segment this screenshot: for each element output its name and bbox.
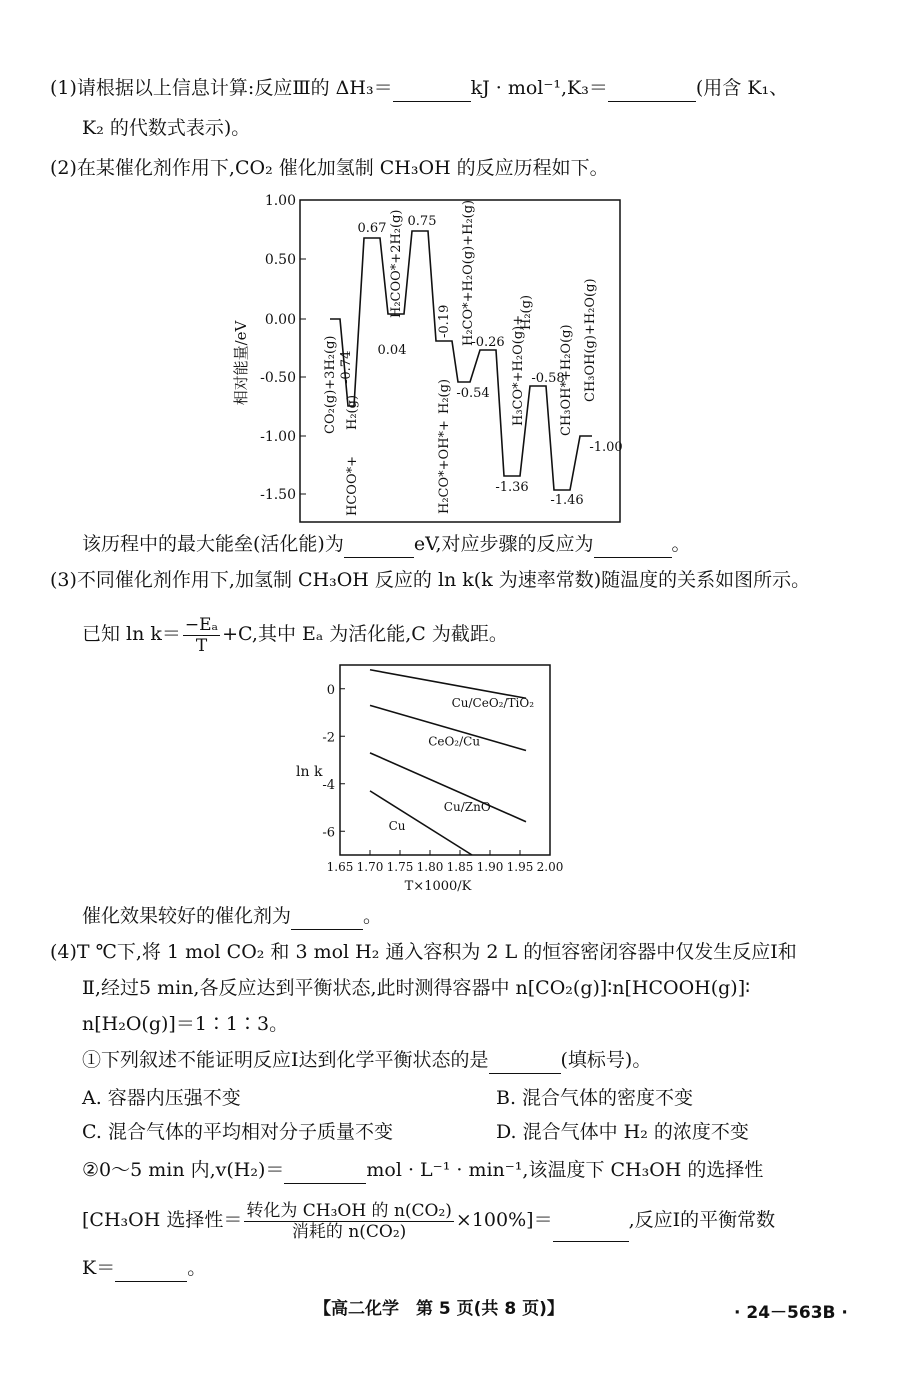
option-b[interactable]: B. 混合气体的密度不变 (496, 1087, 694, 1109)
q3-question-a: 催化效果较好的催化剂为 (82, 905, 292, 927)
x-tick-label: 2.00 (536, 860, 564, 874)
species-label-6: H₃CO*+H₂O(g)+ (511, 314, 526, 426)
ytick-label: -1.00 (260, 429, 296, 445)
q3-question-b: 。 (363, 905, 383, 927)
q4-line1: (4)T ℃下,将 1 mol CO₂ 和 3 mol H₂ 通入容积为 2 L 的恒容密闭容器中仅发生反应Ⅰ和 (50, 941, 797, 963)
species-label-6b: H₂(g) (519, 294, 534, 330)
q1-line2: K₂ 的代数式表示)。 (82, 117, 251, 139)
q4-line3: n[H₂O(g)]＝1∶1∶3。 (82, 1013, 289, 1035)
q1-text-b: kJ · mol⁻¹,K₃＝ (470, 77, 608, 99)
selectivity-text-c: ,反应Ⅰ的平衡常数 (628, 1209, 776, 1231)
answer-blank-k3[interactable] (608, 81, 696, 102)
value-label-0.67: 0.67 (357, 221, 387, 236)
species-label-4: H₂CO*+OH*+ (437, 420, 452, 514)
x-tick-label: 1.70 (356, 860, 384, 874)
option-d[interactable]: D. 混合气体中 H₂ 的浓度不变 (496, 1121, 749, 1143)
q4-sub1 (82, 1046, 651, 1074)
page-footer: 【高二化学 第 5 页(共 8 页)】 (314, 1299, 564, 1319)
x-tick-label: 1.65 (326, 860, 354, 874)
q2-question-c: 。 (671, 533, 691, 555)
q2-question-a: 该历程中的最大能垒(活化能)为 (82, 533, 344, 555)
ytick-label: -0.50 (260, 370, 296, 386)
exam-code: · 24－563B · (734, 1303, 848, 1323)
answer-blank-max-barrier[interactable] (344, 537, 414, 558)
selectivity-fraction (244, 1201, 454, 1242)
lnk-chart-ylabel: ln k (296, 764, 323, 780)
x-tick-label: 1.85 (446, 860, 474, 874)
y-tick-label: 0 (326, 682, 335, 698)
q2-question (82, 530, 691, 558)
answer-blank-selectivity[interactable] (553, 1221, 629, 1242)
q4-sub1-b: (填标号)。 (560, 1049, 652, 1071)
value-label-neg1.00: -1.00 (589, 440, 623, 455)
species-label-1: CO₂(g)+3H₂(g) (323, 335, 338, 434)
series-label: Cu/CeO₂/TiO₂ (451, 695, 535, 710)
energy-profile-chart (230, 188, 640, 528)
ytick-label: 0.50 (264, 252, 296, 268)
q1-text-c: (用含 K₁、 (695, 77, 789, 99)
option-a[interactable]: A. 容器内压强不变 (82, 1087, 241, 1109)
q4-k (82, 1254, 206, 1282)
value-label-neg1.36: -1.36 (495, 480, 529, 495)
k-text-a: K＝ (82, 1257, 116, 1279)
lnk-chart-frame (340, 665, 550, 855)
q3-question (82, 902, 382, 930)
y-tick-label: -4 (322, 777, 335, 793)
answer-blank-best-catalyst[interactable] (291, 909, 363, 930)
selectivity-text-a: [CH₃OH 选择性＝ (82, 1209, 243, 1231)
q2-intro: (2)在某催化剂作用下,CO₂ 催化加氢制 CH₃OH 的反应历程如下。 (50, 157, 609, 179)
answer-blank-step-reaction[interactable] (594, 537, 672, 558)
x-tick-label: 1.95 (506, 860, 534, 874)
selectivity-denominator: 消耗的 n(CO₂) (291, 1221, 407, 1242)
formula-numerator: −Eₐ (184, 614, 219, 635)
q4-sub2-b: mol · L⁻¹ · min⁻¹,该温度下 CH₃OH 的选择性 (366, 1159, 764, 1181)
species-label-5: H₂CO*+H₂O(g)+H₂(g) (461, 199, 476, 346)
species-label-8: CH₃OH(g)+H₂O(g) (583, 278, 598, 402)
answer-blank-equilibrium-option[interactable] (489, 1053, 561, 1074)
q4-sub2 (82, 1156, 763, 1184)
species-label-3: H₂COO*+2H₂(g) (389, 209, 404, 318)
value-label-neg1.46: -1.46 (550, 493, 584, 508)
q3-formula-a: 已知 ln k＝ (82, 623, 181, 645)
q4-selectivity (82, 1198, 775, 1242)
value-label-neg0.26: -0.26 (471, 335, 505, 350)
series-line (370, 670, 526, 699)
ytick-label: 0.00 (264, 312, 296, 328)
y-tick-label: -6 (322, 825, 335, 841)
q1-line1 (50, 74, 788, 102)
answer-blank-dh3[interactable] (393, 81, 471, 102)
lnk-vs-temperature-chart (280, 660, 570, 895)
answer-blank-k[interactable] (115, 1261, 187, 1282)
option-c[interactable]: C. 混合气体的平均相对分子质量不变 (82, 1121, 393, 1143)
ytick-label: -1.50 (260, 487, 296, 503)
series-label: Cu/ZnO (443, 799, 491, 814)
ytick-label: 1.00 (264, 193, 296, 209)
series-label: CeO₂/Cu (428, 734, 481, 749)
value-label-neg0.19: -0.19 (437, 304, 452, 338)
y-tick-label: -2 (322, 730, 335, 746)
x-tick-label: 1.90 (476, 860, 504, 874)
value-label-neg0.54: -0.54 (456, 386, 490, 401)
formula-fraction (183, 615, 220, 656)
q4-sub1-a: ①下列叙述不能证明反应Ⅰ达到化学平衡状态的是 (82, 1049, 489, 1071)
species-label-2: HCOO*+ (345, 456, 360, 516)
species-label-4b: H₂(g) (437, 378, 452, 414)
value-label-neg0.58: -0.58 (531, 371, 565, 386)
q3-intro: (3)不同催化剂作用下,加氢制 CH₃OH 反应的 ln k(k 为速率常数)随温度的关系如图所示。 (50, 569, 811, 591)
value-label-0.75: 0.75 (407, 214, 437, 229)
q1-text-a: (1)请根据以上信息计算:反应Ⅲ的 ΔH₃＝ (50, 77, 393, 99)
energy-chart-yticks (260, 193, 306, 503)
q3-formula (82, 612, 508, 656)
selectivity-numerator: 转化为 CH₃OH 的 n(CO₂) (246, 1200, 452, 1221)
k-text-b: 。 (187, 1257, 207, 1279)
species-label-7: CH₃OH*+H₂O(g) (559, 324, 574, 436)
q4-line2: Ⅱ,经过5 min,各反应达到平衡状态,此时测得容器中 n[CO₂(g)]∶n[HCOOH(g)]∶ (82, 977, 751, 999)
q2-question-b: eV,对应步骤的反应为 (413, 533, 594, 555)
species-label-2b: H₂(g) (345, 394, 360, 430)
series-label: Cu (388, 819, 406, 834)
x-tick-label: 1.80 (416, 860, 444, 874)
q4-sub2-a: ②0～5 min 内,v(H₂)＝ (82, 1159, 285, 1181)
answer-blank-rate-h2[interactable] (284, 1163, 366, 1184)
selectivity-text-b: ×100%]＝ (455, 1209, 553, 1231)
q3-formula-b: +C,其中 Eₐ 为活化能,C 为截距。 (222, 623, 508, 645)
value-label-neg0.74: -0.74 (339, 350, 354, 384)
x-tick-label: 1.75 (386, 860, 414, 874)
value-label-0.04: 0.04 (377, 343, 407, 358)
energy-chart-ylabel: 相对能量/eV (232, 320, 250, 406)
formula-denominator: T (195, 635, 208, 656)
lnk-chart-xlabel: T×1000/K (404, 879, 472, 894)
